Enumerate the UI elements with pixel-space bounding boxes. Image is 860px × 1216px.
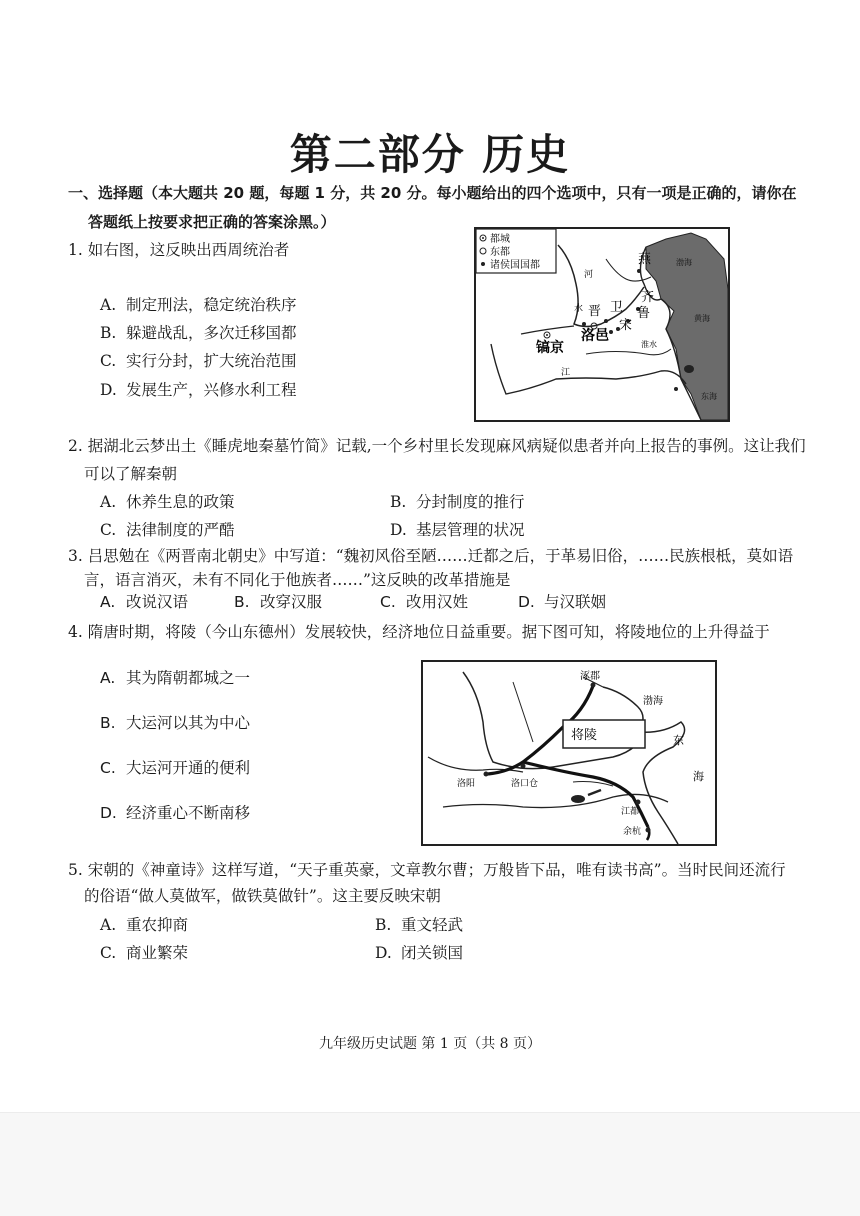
label-luoyi: 洛邑 bbox=[581, 328, 609, 344]
label-sea-donghai: 东海 bbox=[701, 392, 717, 401]
q4-option-b[interactable] bbox=[100, 713, 250, 733]
q3-line2: 言，语言消灭，未有不同化于他族者……”这反映的改革措施是 bbox=[84, 571, 511, 589]
viewer-background bbox=[0, 1112, 860, 1216]
q2-option-b[interactable] bbox=[390, 492, 525, 512]
option-label: D. bbox=[100, 804, 117, 822]
q3-option-a[interactable] bbox=[100, 592, 188, 612]
label-water-shui: 水 bbox=[574, 304, 584, 314]
option-label: C. bbox=[100, 759, 116, 777]
q1-stem: 1. 如右图，这反映出西周统治者 bbox=[68, 241, 290, 259]
q2-line2: 可以了解秦朝 bbox=[84, 465, 178, 483]
option-label: D. bbox=[518, 593, 535, 611]
option-text: 实行分封，扩大统治范围 bbox=[126, 352, 297, 370]
q4-option-a[interactable] bbox=[100, 668, 250, 688]
page-title: 第二部分 历史 bbox=[289, 130, 571, 179]
option-label: B. bbox=[390, 493, 407, 511]
legend-vassal-capital: 诸侯国国都 bbox=[490, 260, 540, 271]
label-jiangling-box: 将陵 bbox=[571, 728, 598, 743]
option-label: A. bbox=[100, 916, 117, 934]
label-yan: 燕 bbox=[638, 252, 652, 267]
q3-option-c[interactable] bbox=[380, 592, 468, 612]
option-text: 基层管理的状况 bbox=[416, 521, 525, 539]
option-label: A. bbox=[100, 669, 116, 687]
option-text: 改说汉语 bbox=[126, 593, 189, 611]
q4-option-d[interactable] bbox=[100, 803, 250, 823]
option-text: 经济重心不断南移 bbox=[126, 804, 251, 822]
q1-option-a[interactable] bbox=[100, 295, 297, 315]
option-text: 与汉联姻 bbox=[544, 593, 607, 611]
page-footer: 九年级历史试题 第 1 页（共 8 页） bbox=[318, 1036, 542, 1052]
option-label: D. bbox=[390, 521, 407, 539]
option-label: D. bbox=[100, 381, 117, 399]
section-heading-line1: 一、选择题（本大题共 20 题，每题 1 分，共 20 分。每小题给出的四个选项中，只有一项是正确的，请你在 bbox=[68, 184, 797, 202]
legend-eastern-capital: 东都 bbox=[490, 247, 510, 258]
option-text: 其为隋朝都城之一 bbox=[126, 669, 251, 687]
q5-option-b[interactable] bbox=[375, 915, 463, 935]
q2-option-d[interactable] bbox=[390, 520, 525, 540]
q2-option-a[interactable] bbox=[100, 492, 235, 512]
option-text: 重文轻武 bbox=[401, 916, 464, 934]
option-label: B. bbox=[234, 593, 250, 611]
q4-option-c[interactable] bbox=[100, 758, 250, 778]
q1-option-d[interactable] bbox=[100, 380, 297, 400]
q1-option-b[interactable] bbox=[100, 323, 297, 343]
q5-option-c[interactable] bbox=[100, 943, 188, 963]
option-label: A. bbox=[100, 493, 117, 511]
q5-line1: 5. 宋朝的《神童诗》这样写道，“天子重英豪，文章教尔曹；万般皆下品，唯有读书高”。当时民间还流行 bbox=[68, 861, 786, 879]
q5-option-d[interactable] bbox=[375, 943, 463, 963]
label-dong: 东 bbox=[673, 734, 684, 747]
q3-option-d[interactable] bbox=[518, 592, 606, 612]
option-text: 改穿汉服 bbox=[260, 593, 323, 611]
q3-option-b[interactable] bbox=[234, 592, 322, 612]
label-bohai: 渤海 bbox=[643, 696, 663, 707]
q2-line1: 2. 据湖北云梦出土《睡虎地秦墓竹简》记载,一个乡村里长发现麻风病疑似患者并向上报告的事例。这让我们 bbox=[68, 437, 806, 455]
option-label: C. bbox=[100, 352, 117, 370]
label-zhuojun: 涿郡 bbox=[580, 671, 600, 682]
option-label: A. bbox=[100, 296, 117, 314]
option-label: A. bbox=[100, 593, 116, 611]
label-jin: 晋 bbox=[588, 304, 602, 319]
label-hai: 海 bbox=[693, 770, 704, 783]
sui-canal-map bbox=[421, 660, 717, 846]
label-sea-huanghai: 黄海 bbox=[694, 314, 710, 323]
option-label: B. bbox=[100, 714, 116, 732]
q2-option-c[interactable] bbox=[100, 520, 235, 540]
option-label: C. bbox=[100, 944, 117, 962]
option-text: 分封制度的推行 bbox=[416, 493, 525, 511]
label-yuhang: 余杭 bbox=[623, 827, 642, 837]
legend-capital: 都城 bbox=[490, 234, 510, 245]
label-river-jiang: 江 bbox=[561, 368, 571, 378]
option-text: 商业繁荣 bbox=[126, 944, 189, 962]
option-label: C. bbox=[380, 593, 396, 611]
option-text: 制定刑法，稳定统治秩序 bbox=[126, 296, 297, 314]
section-heading-line2: 答题纸上按要求把正确的答案涂黑。） bbox=[88, 213, 336, 231]
q3-line1: 3. 吕思勉在《两晋南北朝史》中写道：“魏初风俗至陋……迁都之后，于革易旧俗，……民族根柢，莫如语 bbox=[68, 547, 794, 565]
option-text: 闭关锁国 bbox=[401, 944, 464, 962]
label-song: 宋 bbox=[619, 318, 633, 333]
q1-option-c[interactable] bbox=[100, 351, 297, 371]
label-river-he: 河 bbox=[584, 270, 594, 280]
option-label: B. bbox=[100, 324, 117, 342]
western-zhou-map bbox=[474, 227, 730, 422]
option-label: D. bbox=[375, 944, 392, 962]
label-wei: 卫 bbox=[610, 300, 624, 315]
option-label: B. bbox=[375, 916, 392, 934]
q5-line2: 的俗语“做人莫做军，做铁莫做针”。这主要反映宋朝 bbox=[84, 887, 441, 905]
option-text: 大运河以其为中心 bbox=[126, 714, 251, 732]
label-haojing: 镐京 bbox=[536, 340, 564, 356]
option-text: 法律制度的严酷 bbox=[126, 521, 235, 539]
option-text: 躲避战乱，多次迁移国都 bbox=[126, 324, 297, 342]
label-river-huai: 淮水 bbox=[641, 340, 657, 349]
label-qi: 齐 bbox=[641, 290, 655, 305]
q4-stem: 4. 隋唐时期，将陵（今山东德州）发展较快，经济地位日益重要。据下图可知，将陵地位的上升得益于 bbox=[68, 623, 770, 641]
option-text: 休养生息的政策 bbox=[126, 493, 235, 511]
option-text: 发展生产，兴修水利工程 bbox=[126, 381, 297, 399]
option-text: 改用汉姓 bbox=[406, 593, 469, 611]
option-text: 重农抑商 bbox=[126, 916, 189, 934]
label-luoyang: 洛阳 bbox=[457, 779, 476, 789]
option-text: 大运河开通的便利 bbox=[126, 759, 251, 777]
label-luokoucang: 洛口仓 bbox=[511, 779, 539, 789]
label-jiangdu: 江都 bbox=[621, 807, 640, 817]
label-sea-bohai: 渤海 bbox=[676, 258, 692, 267]
label-lu: 鲁 bbox=[637, 306, 651, 321]
q5-option-a[interactable] bbox=[100, 915, 188, 935]
option-label: C. bbox=[100, 521, 117, 539]
